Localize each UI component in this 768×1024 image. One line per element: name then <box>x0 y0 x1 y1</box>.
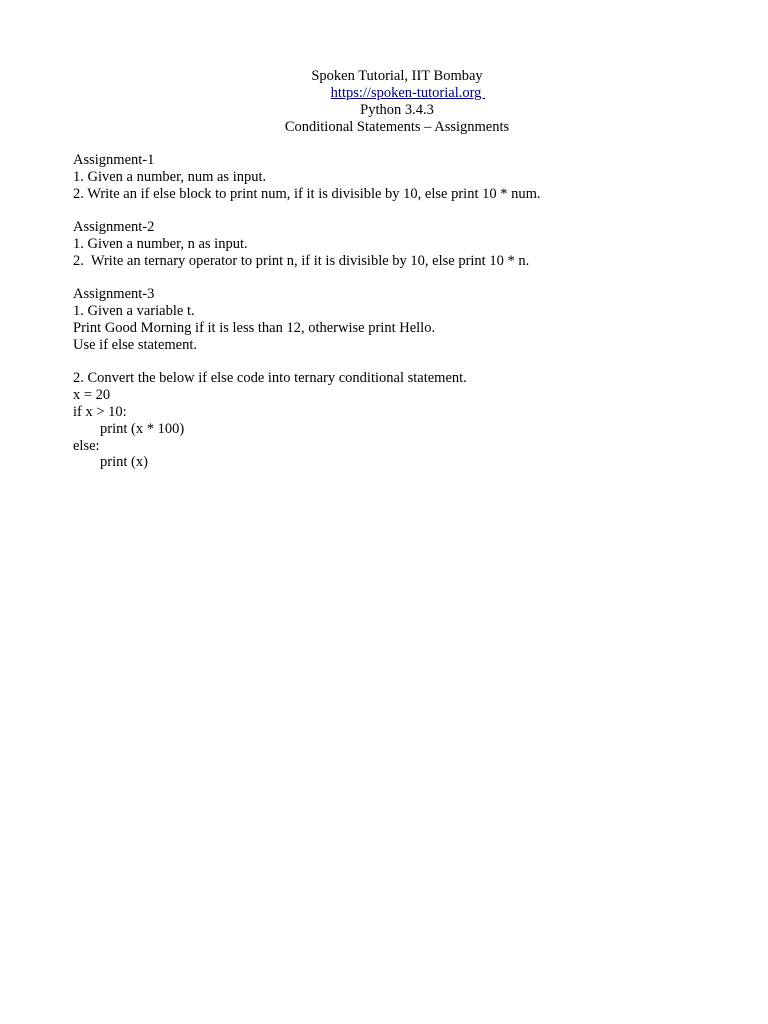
assignment-2-line-1: 1. Given a number, n as input. <box>73 235 248 252</box>
website-link-line <box>0 85 768 102</box>
assignment-2-heading: Assignment-2 <box>73 219 155 236</box>
assignment-3-line-3: Use if else statement. <box>73 336 198 353</box>
assignment-1-heading: Assignment-1 <box>73 152 155 168</box>
python-version: Python 3.4.3 <box>360 102 434 118</box>
org-name: Spoken Tutorial, IIT Bombay <box>311 68 483 84</box>
assignment-3-line-1: 1. Given a variable t. <box>73 303 195 320</box>
paragraph-spacer <box>73 354 753 371</box>
paragraph-spacer <box>73 270 753 287</box>
code-line: if x > 10: <box>73 403 127 420</box>
paragraph-spacer <box>73 202 753 219</box>
assignment-2-line-2: 2. Write an ternary operator to print n, if it is divisible by 10, else print 10 * n. <box>73 252 530 269</box>
code-line: x = 20 <box>73 387 111 404</box>
assignment-3-heading: Assignment-3 <box>73 286 155 303</box>
code-line: print (x * 100) <box>100 420 185 437</box>
assignment-3-line-2: Print Good Morning if it is less than 12, otherwise print Hello. <box>73 319 436 336</box>
website-link[interactable]: https://spoken-tutorial.org <box>330 85 486 101</box>
assignment-1-line-2: 2. Write an if else block to print num, if it is divisible by 10, else print 10 * num. <box>73 185 541 202</box>
assignment-1-line-1: 1. Given a number, num as input. <box>73 168 267 185</box>
document-title: Conditional Statements – Assignments <box>284 119 510 135</box>
document-body <box>73 152 753 471</box>
code-line: print (x) <box>100 454 148 471</box>
document-header <box>0 68 768 136</box>
assignment-3-line-4: 2. Convert the below if else code into ternary conditional statement. <box>73 370 467 387</box>
code-line: else: <box>73 437 100 454</box>
